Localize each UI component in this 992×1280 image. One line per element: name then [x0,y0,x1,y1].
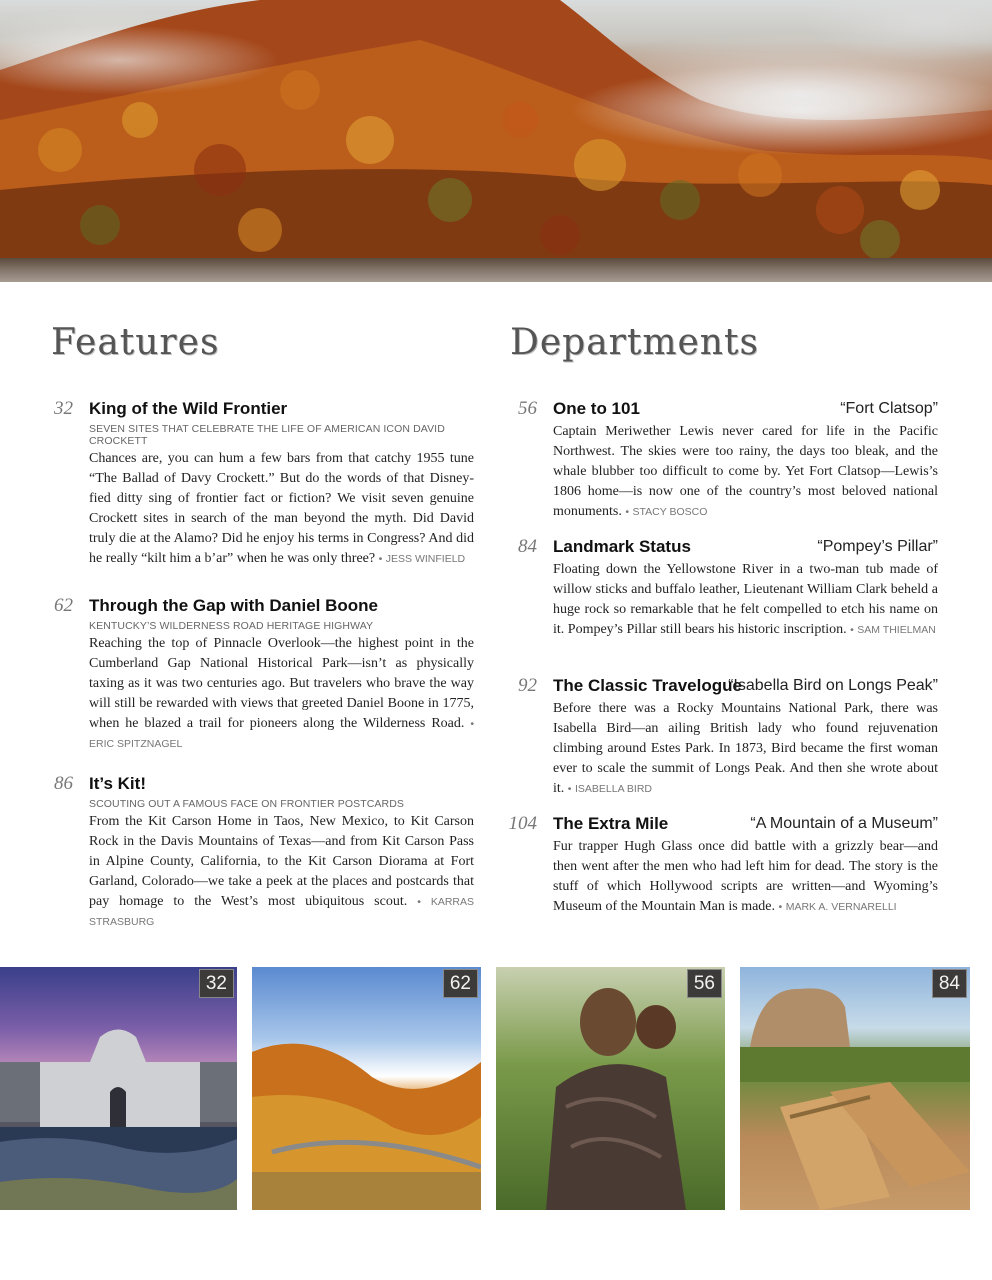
thumbnail-alamo[interactable] [0,967,237,1210]
feature-headline[interactable]: King of the Wild Frontier [89,399,288,418]
byline: JESS WINFIELD [385,553,466,565]
thumbnail-pompeys-pillar[interactable] [740,967,970,1210]
departments-heading: Departments [510,322,759,363]
feature-entry[interactable] [54,595,474,754]
feature-body-text: From the Kit Carson Home in Taos, New Mexico, to Kit Carson Rock in the Davis Mountains of Texas—and from Kit Carson Pass in Alpine County, California, to the Kit Carson Diorama at Fort Garland, Colorado—we take a peek at the places and postcards that pay homage to the West’s most ubiquitous scout. [89,814,474,909]
department-subtitle: “Pompey’s Pillar” [817,538,938,555]
department-body-text: Fur trapper Hugh Glass once did battle with a grizzly bear—and then went after the men who had left him for dead. The story is the stuff of which Hollywood scripts are written—and Wyoming’s Museum of the Mountain Man is made. [553,839,938,914]
page-number: 56 [518,398,537,419]
byline-bullet: • [625,506,630,518]
byline-bullet: • [470,718,474,730]
alamo-illustration [0,967,237,1210]
feature-headline[interactable]: It’s Kit! [89,774,146,793]
department-body-text: Before there was a Rocky Mountains National Park, there was Isabella Bird—an ailing British lady who found rejuvenation climbing around Estes Park. In 1873, Bird became the first woman ever to scale the summit of Longs Peak. And then she wrote about it. [553,701,938,796]
byline: ISABELLA BIRD [574,783,653,795]
department-subtitle: “Isabella Bird on Longs Peak” [728,677,938,694]
hero-bottom-band [0,258,992,282]
feature-entry[interactable] [54,773,475,932]
page-number: 62 [54,595,73,616]
byline: ERIC SPITZNAGEL [89,738,183,750]
page-number: 84 [518,536,537,557]
byline-bullet: • [378,553,383,565]
hero-foliage-art [0,0,992,282]
department-headline-text: Landmark Status [553,537,691,556]
page-number: 92 [518,675,537,696]
byline: MARK A. VERNARELLI [785,901,897,913]
department-headline[interactable] [553,813,938,835]
byline-bullet: • [778,901,783,913]
feature-body [89,812,474,932]
department-body [553,699,938,799]
byline-bullet: • [567,783,572,795]
page-badge: 84 [932,969,967,998]
department-body [553,422,938,522]
byline-bullet: • [850,624,854,636]
department-body [553,837,938,917]
feature-subhead: SCOUTING OUT A FAMOUS FACE ON FRONTIER POSTCARDS [89,798,404,810]
page-number: 86 [54,773,73,794]
page-badge: 56 [687,969,722,998]
department-headline-text: The Classic Travelogue [553,676,742,695]
gap-illustration [252,967,481,1210]
byline: KARRAS STRASBURG [89,896,475,928]
department-subtitle: “Fort Clatsop” [840,400,938,417]
thumbnail-sacagawea-statue[interactable] [496,967,725,1210]
department-subtitle: “A Mountain of a Museum” [750,815,938,832]
byline: SAM THIELMAN [857,624,936,636]
pillar-illustration [740,967,970,1210]
department-headline[interactable] [553,675,938,697]
feature-body [89,449,474,569]
department-entry[interactable] [518,398,938,522]
page-number: 104 [508,813,537,834]
feature-body-text: Chances are, you can hum a few bars from that catchy 1955 tune “The Ballad of Davy Crockett.” But do the words of that Disney-fied ditty sing of frontier fact or fiction? We visit seven genuine Crockett sites in search of the man beyond the myth. Did David truly die at the Alamo? Did he enjoy his terms in Congress? And did he really “kilt him a b’ar” when he was only three? [89,451,474,566]
department-headline[interactable] [553,536,938,558]
department-entry[interactable] [518,675,938,799]
department-body [553,560,938,640]
department-headline[interactable] [553,398,938,420]
department-body-text: Floating down the Yellowstone River in a two-man tub made of willow sticks and buffalo leather, Lieutenant William Clark beheld a huge rock so remarkable that he felt compelled to etch his name on it. Pompey’s Pillar still bears his historic inscription. [553,562,938,637]
feature-entry[interactable] [54,398,474,569]
page-number: 32 [54,398,73,419]
department-entry[interactable] [518,536,938,640]
page-badge: 32 [199,969,234,998]
feature-headline[interactable]: Through the Gap with Daniel Boone [89,596,378,615]
page-badge: 62 [443,969,478,998]
feature-body [89,634,474,754]
feature-subhead: KENTUCKY’S WILDERNESS ROAD HERITAGE HIGHWAY [89,620,374,632]
department-headline-text: One to 101 [553,399,640,418]
thumbnail-cumberland-gap[interactable] [252,967,481,1210]
byline-bullet: • [417,896,421,908]
hero-photo-autumn-mountain [0,0,992,282]
statue-illustration [496,967,725,1210]
byline: STACY BOSCO [632,506,708,518]
features-heading: Features [51,322,220,363]
department-body-text: Captain Meriwether Lewis never cared for life in the Pacific Northwest. The skies were too rainy, the days too bleak, and the whale blubber too difficult to come by. Yet Fort Clatsop—Lewis’s 1806 home—is now one of the country’s most beloved national monuments. [553,424,938,519]
department-headline-text: The Extra Mile [553,814,669,833]
feature-body-text: Reaching the top of Pinnacle Overlook—the highest point in the Cumberland Gap National Historical Park—isn’t as physically taxing as it was two centuries ago. But travelers who brave the way will still be rewarded with views that greeted Daniel Boone in 1775, when he blazed a trail for pioneers along the Wilderness Road. [89,636,474,731]
department-entry[interactable] [508,813,938,917]
feature-subhead: SEVEN SITES THAT CELEBRATE THE LIFE OF AMERICAN ICON DAVID CROCKETT [89,423,445,447]
